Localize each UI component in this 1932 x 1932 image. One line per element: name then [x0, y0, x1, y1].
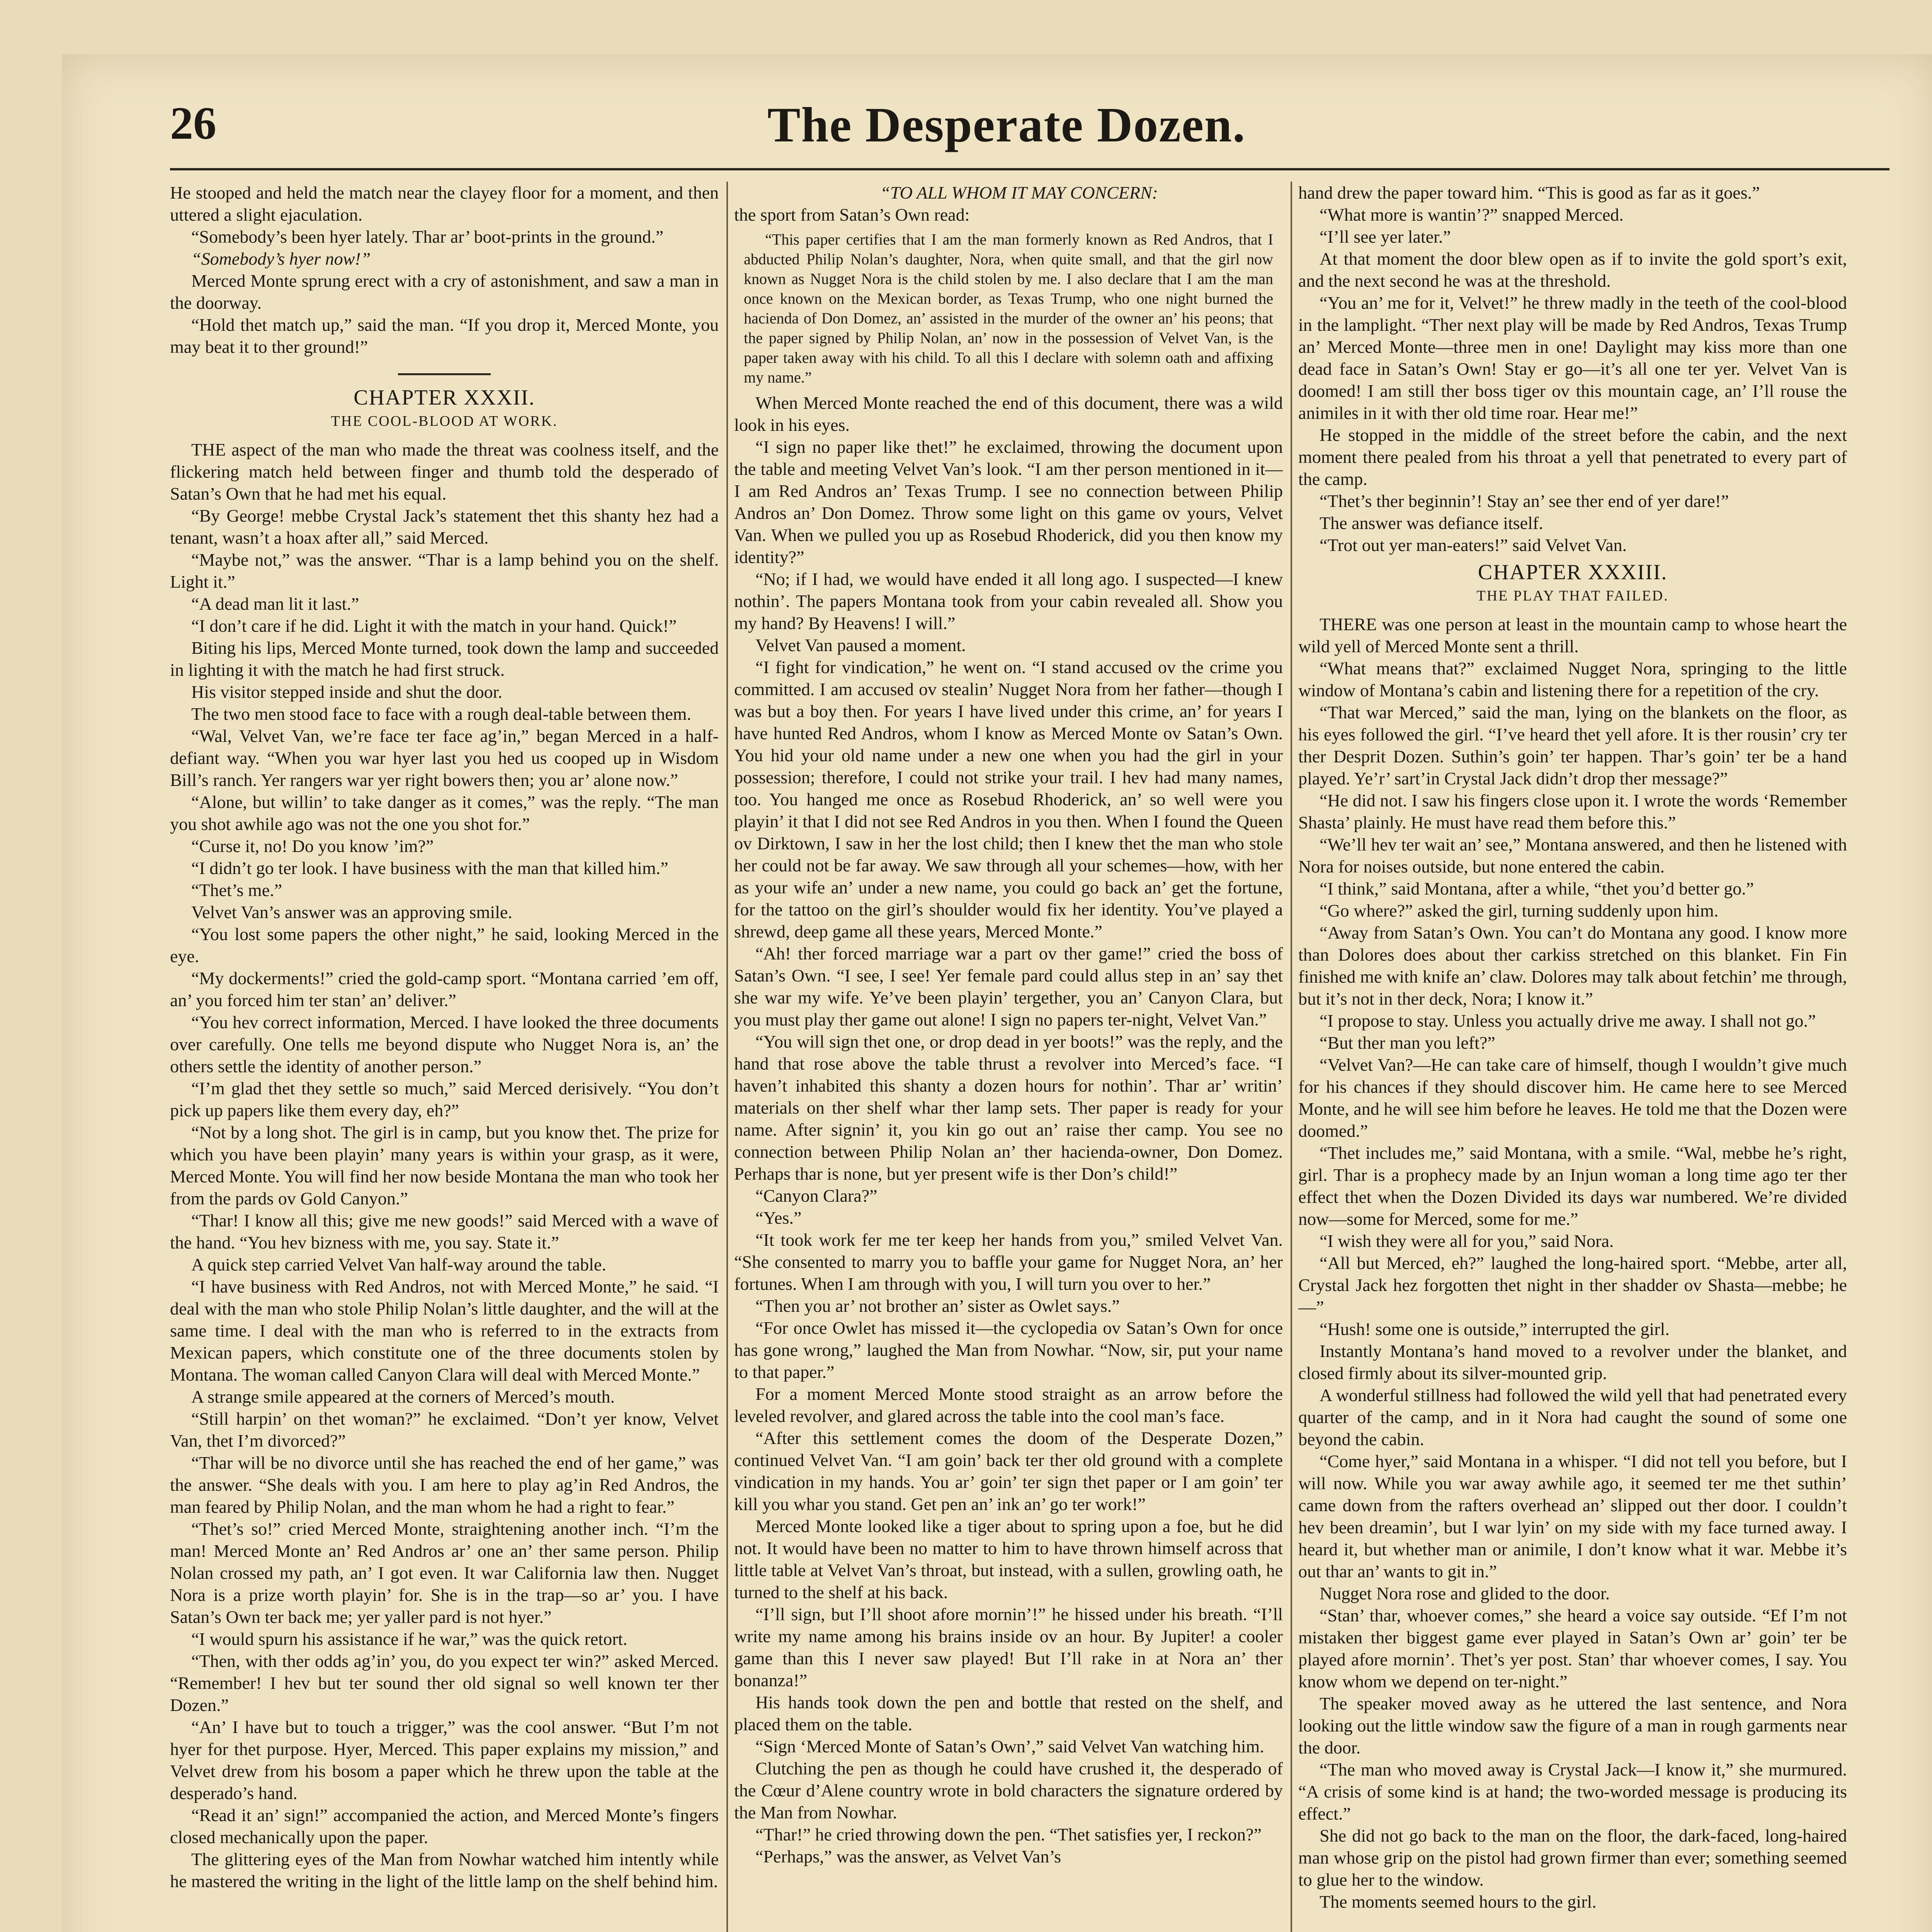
paragraph: “What means that?” exclaimed Nugget Nora, springing to the little window of Montana’s cabin and listening there for a repetition of the cry.: [1298, 658, 1847, 700]
paragraph: “A dead man lit it last.”: [191, 594, 359, 614]
paragraph: “Thar!” he cried throwing down the pen. “Thet satisfies yer, I reckon?”: [755, 1825, 1262, 1844]
paragraph: “You lost some papers the other night,” he said, looking Merced in the eye.: [170, 924, 719, 966]
paragraph: “Then, with ther odds ag’in’ you, do you expect ter win?” asked Merced. “Remember! I hev but ter sound ther old signal so well known ter ther Dozen.”: [170, 1651, 719, 1715]
paragraph: Merced Monte looked like a tiger about to spring upon a foe, but he did not. It would have been no matter to him to have thrown himself across that little table at Velvet Van’s throat, but instead, with a sullen, growling oath, he turned to the shelf at his back.: [734, 1516, 1283, 1602]
paragraph: The speaker moved away as he uttered the last sentence, and Nora looking out the little window saw the figure of a man in rough garments near the door.: [1298, 1694, 1847, 1757]
paragraph: “Sign ‘Merced Monte of Satan’s Own’,” said Velvet Van watching him.: [755, 1736, 1264, 1756]
paragraph: “Hold thet match up,” said the man. “If you drop it, Merced Monte, you may beat it to ther ground!”: [170, 315, 719, 357]
paragraph: “Stan’ thar, whoever comes,” she heard a voice say outside. “Ef I’m not mistaken ther biggest game ever played in Satan’s Own ar’ goin’ ter be played afore mornin’. Thet’s yer post. Stan’ thar whoever comes, I say. You know whom we depend on ter-night.”: [1298, 1605, 1847, 1691]
paragraph: “Thet’s me.”: [191, 880, 282, 900]
paragraph: “I fight for vindication,” he went on. “I stand accused ov the crime you committed. I am accused ov stealin’ Nugget Nora from her father—though I was but a boy then. For years I have lived under this crime, an’ for years I have hunted Red Andros, whom I know as Merced Monte ov Satan’s Own. You hid your old name under a new one when you had the girl in your possession; therefore, I could not strike your trail. I hev had many names, too. You hanged me once as Rosebud Rhoderick, an’ so well were you playin’ it that I did not see Red Andros in you then. When I found the Queen ov Dirktown, I saw in her the lost child; then I knew thet the man who stole her could not be far away. We saw through all your schemes—how, with her as your wife an’ under a new name, you could go back an’ get the fortune, for the tattoo on the girl’s shoulder would fix her identity. You’ve played a shrewd, deep game all these years, Merced Monte.”: [734, 657, 1283, 941]
paragraph: Velvet Van’s answer was an approving smile.: [191, 902, 512, 922]
paragraph: “Canyon Clara?”: [755, 1186, 878, 1206]
paragraph: “Not by a long shot. The girl is in camp, but you know thet. The prize for which you have been playin’ many years is within your grasp, as it were, Merced Monte. You will find her now beside Montana the man who took her from the pards ov Gold Canyon.”: [170, 1122, 719, 1208]
paragraph: “By George! mebbe Crystal Jack’s statement thet this shanty hez had a tenant, wasn’t a hoax after all,” said Merced.: [170, 506, 719, 548]
paragraph: “Thet’s ther beginnin’! Stay an’ see ther end of yer dare!”: [1320, 491, 1729, 511]
paragraph: “I wish they were all for you,” said Nora.: [1320, 1231, 1614, 1251]
paragraph: “I don’t care if he did. Light it with the match in your hand. Quick!”: [191, 616, 677, 636]
paragraph: “It took work fer me ter keep her hands from you,” smiled Velvet Van. “She consented to marry you to baffle your game for Nugget Nora, an’ her fortunes. When I am through with you, I will turn you over to her.”: [734, 1230, 1283, 1294]
paragraph: “No; if I had, we would have ended it all long ago. I suspected—I knew nothin’. The papers Montana took from your cabin revealed all. Show you my hand? By Heavens! I will.”: [734, 569, 1283, 633]
paragraph: He stooped and held the match near the clayey floor for a moment, and then uttered a slight ejaculation.: [170, 183, 719, 224]
paragraph: His hands took down the pen and bottle that rested on the shelf, and placed them on the table.: [734, 1692, 1283, 1734]
paragraph: “I’ll see yer later.”: [1320, 227, 1451, 247]
paragraph: The moments seemed hours to the girl.: [1320, 1892, 1597, 1912]
paragraph: “I’m glad thet they settle so much,” said Merced derisively. “You don’t pick up papers like them every day, eh?”: [170, 1078, 719, 1120]
paragraph: “After this settlement comes the doom of the Desperate Dozen,” continued Velvet Van. “I am goin’ back ter ther old ground with a complete vindication in my hands. You ar’ goin’ ter sign thet paper or I am goin’ ter kill you whar you stand. Get pen an’ ink an’ go ter work!”: [734, 1428, 1283, 1514]
paragraph: “Thar! I know all this; give me new goods!” said Merced with a wave of the hand. “You hev bizness with me, you say. State it.”: [170, 1211, 719, 1252]
paragraph: A wonderful stillness had followed the wild yell that had penetrated every quarter of the camp, and in it Nora had caught the sound of some one beyond the cabin.: [1298, 1385, 1847, 1449]
paragraph: “Thet’s so!” cried Merced Monte, straightening another inch. “I’m the man! Merced Monte an’ Red Andros ar’ one an’ ther same person. Philip Nolan crossed my path, an’ I got even. It war California law then. Nugget Nora is a prize worth playin’ for. She is in the trap—so ar’ you. I have Satan’s Own ter back me; yer yaller pard is not hyer.”: [170, 1519, 719, 1627]
paragraph: “But ther man you left?”: [1320, 1033, 1495, 1053]
paragraph: “I sign no paper like thet!” he exclaimed, throwing the document upon the table and meeting Velvet Van’s look. “I am ther person mentioned in it—I am Red Andros an’ Texas Trump. I see no connection between Philip Andros an’ Don Domez. Throw some light on this game ov yours, Velvet Van. When we pulled you up as Rosebud Rhoderick, did you then know my identity?”: [734, 437, 1283, 567]
paragraph: hand drew the paper toward him. “This is good as far as it goes.”: [1298, 183, 1760, 202]
paragraph: “I think,” said Montana, after a while, “thet you’d better go.”: [1320, 879, 1754, 898]
column-3: [1298, 182, 1847, 1932]
paragraph: “You an’ me for it, Velvet!” he threw madly in the teeth of the cool-blood in the lamplight. “Ther next play will be made by Red Andros, Texas Trump an’ Merced Monte—three men in one! Daylight may kiss more than one dead face in Satan’s Own! Stay er go—it’s all one ter yer. Velvet Van is doomed! I am still ther boss tiger ov this mountain cage, an’ I’ll rouse the animiles in it with ther old time roar. Hear me!”: [1298, 293, 1847, 423]
paragraph: “You hev correct information, Merced. I have looked the three documents over carefully. One tells me beyond dispute who Nugget Nora is, an’ the others settle the identity of another person.”: [170, 1012, 719, 1076]
header-rule: [170, 168, 1889, 173]
paragraph: Nugget Nora rose and glided to the door.: [1320, 1583, 1610, 1603]
paragraph: “You will sign thet one, or drop dead in yer boots!” was the reply, and the hand that rose above the table thrust a revolver into Merced’s face. “I haven’t inhabited this shanty a dozen hours for nothin’. Thar ar’ writin’ materials on ther shelf whar ther lamp sets. Ther paper is ready for your name. After signin’ it, you kin go out an’ raise ther camp. You see no connection between Philip Nolan an’ ther hacienda-owner, Don Domez. Perhaps thar is none, but yer present wife is ther Don’s child!”: [734, 1032, 1283, 1184]
chapter-subtitle: THE COOL-BLOOD AT WORK.: [331, 413, 558, 429]
paragraph: The glittering eyes of the Man from Nowhar watched him intently while he mastered the writing in the light of the little lamp on the shelf behind him.: [170, 1849, 719, 1891]
paragraph: “TO ALL WHOM IT MAY CONCERN:: [880, 183, 1158, 202]
paragraph: “Wal, Velvet Van, we’re face ter face ag’in,” began Merced in a half-defiant way. “When you war hyer last you hed us cooped up in Wisdom Bill’s ranch. Yer rangers war yer right bowers then; you ar’ alone now.”: [170, 726, 719, 790]
paragraph: The two men stood face to face with a rough deal-table between them.: [191, 704, 691, 724]
paragraph: The answer was defiance itself.: [1320, 513, 1543, 533]
paragraph: “An’ I have but to touch a trigger,” was the cool answer. “But I’m not hyer for thet purpose. Hyer, Merced. This paper explains my mission,” and Velvet drew from his bosom a paper which he threw upon the table at the desperado’s hand.: [170, 1717, 719, 1803]
paragraph: “I didn’t go ter look. I have business with the man that killed him.”: [191, 858, 668, 878]
paragraph: “That war Merced,” said the man, lying on the blankets on the floor, as his eyes followed the girl. “I’ve heard thet yell afore. It is ther rousin’ cry ter ther Desprit Dozen. Suthin’s goin’ ter happen. Thar’s goin’ ter be a hand played. Ye’r’ sart’in Crystal Jack didn’t drop ther message?”: [1298, 702, 1847, 788]
paragraph: “I’ll sign, but I’ll shoot afore mornin’!” he hissed under his breath. “I’ll write my name among his brains inside ov an hour. By Jupiter! a cooler game than this I never saw played! But I’ll rake in at Nora an’ ther bonanza!”: [734, 1604, 1283, 1690]
paragraph: Instantly Montana’s hand moved to a revolver under the blanket, and closed firmly about its silver-mounted grip.: [1298, 1341, 1847, 1383]
paragraph: “Thet includes me,” said Montana, with a smile. “Wal, mebbe he’s right, girl. Thar is a prophecy made by an Injun woman a long time ago ter ther effect thet when the Dozen Divided its days war numbered. We’re divided now—some for Merced, some for me.”: [1298, 1143, 1847, 1229]
document-quote: “This paper certifies that I am the man formerly known as Red Andros, that I abducted Philip Nolan’s daughter, Nora, when quite small, and that the girl now known as Nugget Nora is the child stolen by me. I also declare that I am the man once known on the Mexican border, as Texas Trump, who one night burned the hacienda of Don Domez, an’ assisted in the murder of the owner an’ his peons; that the paper signed by Philip Nolan, an’ now in the possession of Velvet Van, is the paper taken away with his child. To all this I declare with solemn oath and affixing my name.”: [744, 231, 1273, 386]
paragraph: When Merced Monte reached the end of this document, there was a wild look in his eyes.: [734, 393, 1283, 435]
paragraph: “Perhaps,” was the answer, as Velvet Van’s: [755, 1847, 1061, 1866]
running-title: The Desperate Dozen.: [767, 97, 1246, 152]
paragraph: “Hush! some one is outside,” interrupted the girl.: [1320, 1319, 1670, 1339]
paragraph: “He did not. I saw his fingers close upon it. I wrote the words ‘Remember Shasta’ plainly. He must have read them before this.”: [1298, 791, 1847, 832]
paragraph: THE aspect of the man who made the threat was coolness itself, and the flickering match held between finger and thumb told the desperado of Satan’s Own that he had met his equal.: [170, 440, 719, 503]
paragraph: the sport from Satan’s Own read:: [734, 205, 970, 224]
paragraph: A strange smile appeared at the corners of Merced’s mouth.: [191, 1387, 615, 1406]
paragraph: “Alone, but willin’ to take danger as it comes,” was the reply. “The man you shot awhile ago was not the one you shot for.”: [170, 792, 719, 834]
paragraph: “I have business with Red Andros, not with Merced Monte,” he said. “I deal with the man who stole Philip Nolan’s little daughter, and the will at the same time. I deal with the man who is referred to in the extracts from Mexican papers, which constitute one of the three documents stolen by Montana. The woman called Canyon Clara will deal with Merced Monte.”: [170, 1277, 719, 1384]
paragraph: He stopped in the middle of the street before the cabin, and the next moment there pealed from his throat a yell that penetrated to every part of the camp.: [1298, 425, 1847, 489]
chapter-title: CHAPTER XXXII.: [354, 386, 535, 410]
paragraph: A quick step carried Velvet Van half-way around the table.: [191, 1255, 606, 1274]
paragraph: “Read it an’ sign!” accompanied the action, and Merced Monte’s fingers closed mechanically upon the paper.: [170, 1805, 719, 1847]
paragraph: “Maybe not,” was the answer. “Thar is a lamp behind you on the shelf. Light it.”: [170, 550, 719, 592]
paragraph: Velvet Van paused a moment.: [755, 635, 966, 655]
paragraph: “Somebody’s hyer now!”: [191, 249, 371, 269]
column-2: [734, 182, 1283, 1932]
paragraph: “Thar will be no divorce until she has reached the end of her game,” was the answer. “She deals with you. I am here to play ag’in Red Andros, the man feared by Philip Nolan, and the man whom he had a right to fear.”: [170, 1453, 719, 1517]
paragraph: Clutching the pen as though he could have crushed it, the desperado of the Cœur d’Alene country wrote in bold characters the signature ordered by the Man from Nowhar.: [734, 1759, 1283, 1822]
paragraph: “The man who moved away is Crystal Jack—I know it,” she murmured. “A crisis of some kind is at hand; the two-worded message is producing its effect.”: [1298, 1760, 1847, 1823]
paragraph: Merced Monte sprung erect with a cry of astonishment, and saw a man in the doorway.: [170, 271, 719, 313]
paragraph: “Curse it, no! Do you know ’im?”: [191, 836, 434, 856]
section-divider: [398, 373, 491, 375]
paragraph: “For once Owlet has missed it—the cyclopedia ov Satan’s Own for once has gone wrong,” laughed the Man from Nowhar. “Now, sir, put your name to that paper.”: [734, 1318, 1283, 1382]
paragraph: “Still harpin’ on thet woman?” he exclaimed. “Don’t yer know, Velvet Van, thet I’m divorced?”: [170, 1409, 719, 1451]
paragraph: “Away from Satan’s Own. You can’t do Montana any good. I know more than Dolores does about ther carkiss stretched on this blanket. Fin Fin finished me with knife an’ claw. Dolores may talk about fetchin’ me through, but it’s not in ther deck, Nora; I know it.”: [1298, 923, 1847, 1009]
column-1: [170, 182, 719, 1932]
paragraph: She did not go back to the man on the floor, the dark-faced, long-haired man whose grip on the pistol had grown firmer than ever; something seemed to glue her to the window.: [1298, 1826, 1847, 1889]
paragraph: “Velvet Van?—He can take care of himself, though I wouldn’t give much for his chances if they should discover him. He came here to see Merced Monte, and he will see him before he leaves. He told me that the Dozen were doomed.”: [1298, 1055, 1847, 1141]
text-columns: [170, 182, 1886, 1932]
paragraph: “All but Merced, eh?” laughed the long-haired sport. “Mebbe, arter all, Crystal Jack hez forgotten thet night in ther shadder ov Shasta—mebbe; he—”: [1298, 1253, 1847, 1317]
paragraph: “My dockerments!” cried the gold-camp sport. “Montana carried ’em off, an’ you forced him ter stan’ an’ deliver.”: [170, 968, 719, 1010]
paragraph: “We’ll hev ter wait an’ see,” Montana answered, and then he listened with Nora for noises outside, but none entered the cabin.: [1298, 835, 1847, 876]
paragraph: “Yes.”: [755, 1208, 802, 1228]
paragraph: “What more is wantin’?” snapped Merced.: [1320, 205, 1624, 224]
paragraph: For a moment Merced Monte stood straight as an arrow before the leveled revolver, and glared across the table into the cool man’s face.: [734, 1384, 1283, 1426]
paragraph: His visitor stepped inside and shut the door.: [191, 682, 502, 702]
paragraph: “I would spurn his assistance if he war,” was the quick retort.: [191, 1629, 628, 1649]
paragraph: “Somebody’s been hyer lately. Thar ar’ boot-prints in the ground.”: [191, 227, 664, 247]
chapter-title: CHAPTER XXXIII.: [1478, 560, 1668, 584]
page-number: 26: [170, 97, 216, 149]
chapter-subtitle: THE PLAY THAT FAILED.: [1476, 588, 1669, 604]
paragraph: “Go where?” asked the girl, turning suddenly upon him.: [1320, 901, 1719, 920]
paragraph: Biting his lips, Merced Monte turned, took down the lamp and succeeded in lighting it with the match he had first struck.: [170, 638, 719, 680]
paragraph: “Trot out yer man-eaters!” said Velvet Van.: [1320, 535, 1627, 555]
paragraph: “Then you ar’ not brother an’ sister as Owlet says.”: [755, 1296, 1120, 1316]
paragraph: “I propose to stay. Unless you actually drive me away. I shall not go.”: [1320, 1011, 1816, 1031]
paragraph: “Come hyer,” said Montana in a whisper. “I did not tell you before, but I will now. While you war away awhile ago, it seemed ter me thet suthin’ came down from the rafters overhead an’ slipped out ther door. I couldn’t hev been dreamin’, but I war lyin’ on my side with my face turned away. I heard it, but whether man or animile, I don’t know what it war. Mebbe it’s out thar an’ wants to git in.”: [1298, 1451, 1847, 1581]
paragraph: “Ah! ther forced marriage war a part ov ther game!” cried the boss of Satan’s Own. “I see, I see! Yer female pard could allus step in an’ say thet she war my wife. Ye’ve been playin’ tergether, you an’ Canyon Clara, but you must play ther game out alone! I sign no papers ter-night, Velvet Van.”: [734, 944, 1283, 1029]
paragraph: THERE was one person at least in the mountain camp to whose heart the wild yell of Merced Monte sent a thrill.: [1298, 614, 1847, 656]
page-header: [108, 89, 1905, 174]
paragraph: At that moment the door blew open as if to invite the gold sport’s exit, and the next second he was at the threshold.: [1298, 249, 1847, 291]
